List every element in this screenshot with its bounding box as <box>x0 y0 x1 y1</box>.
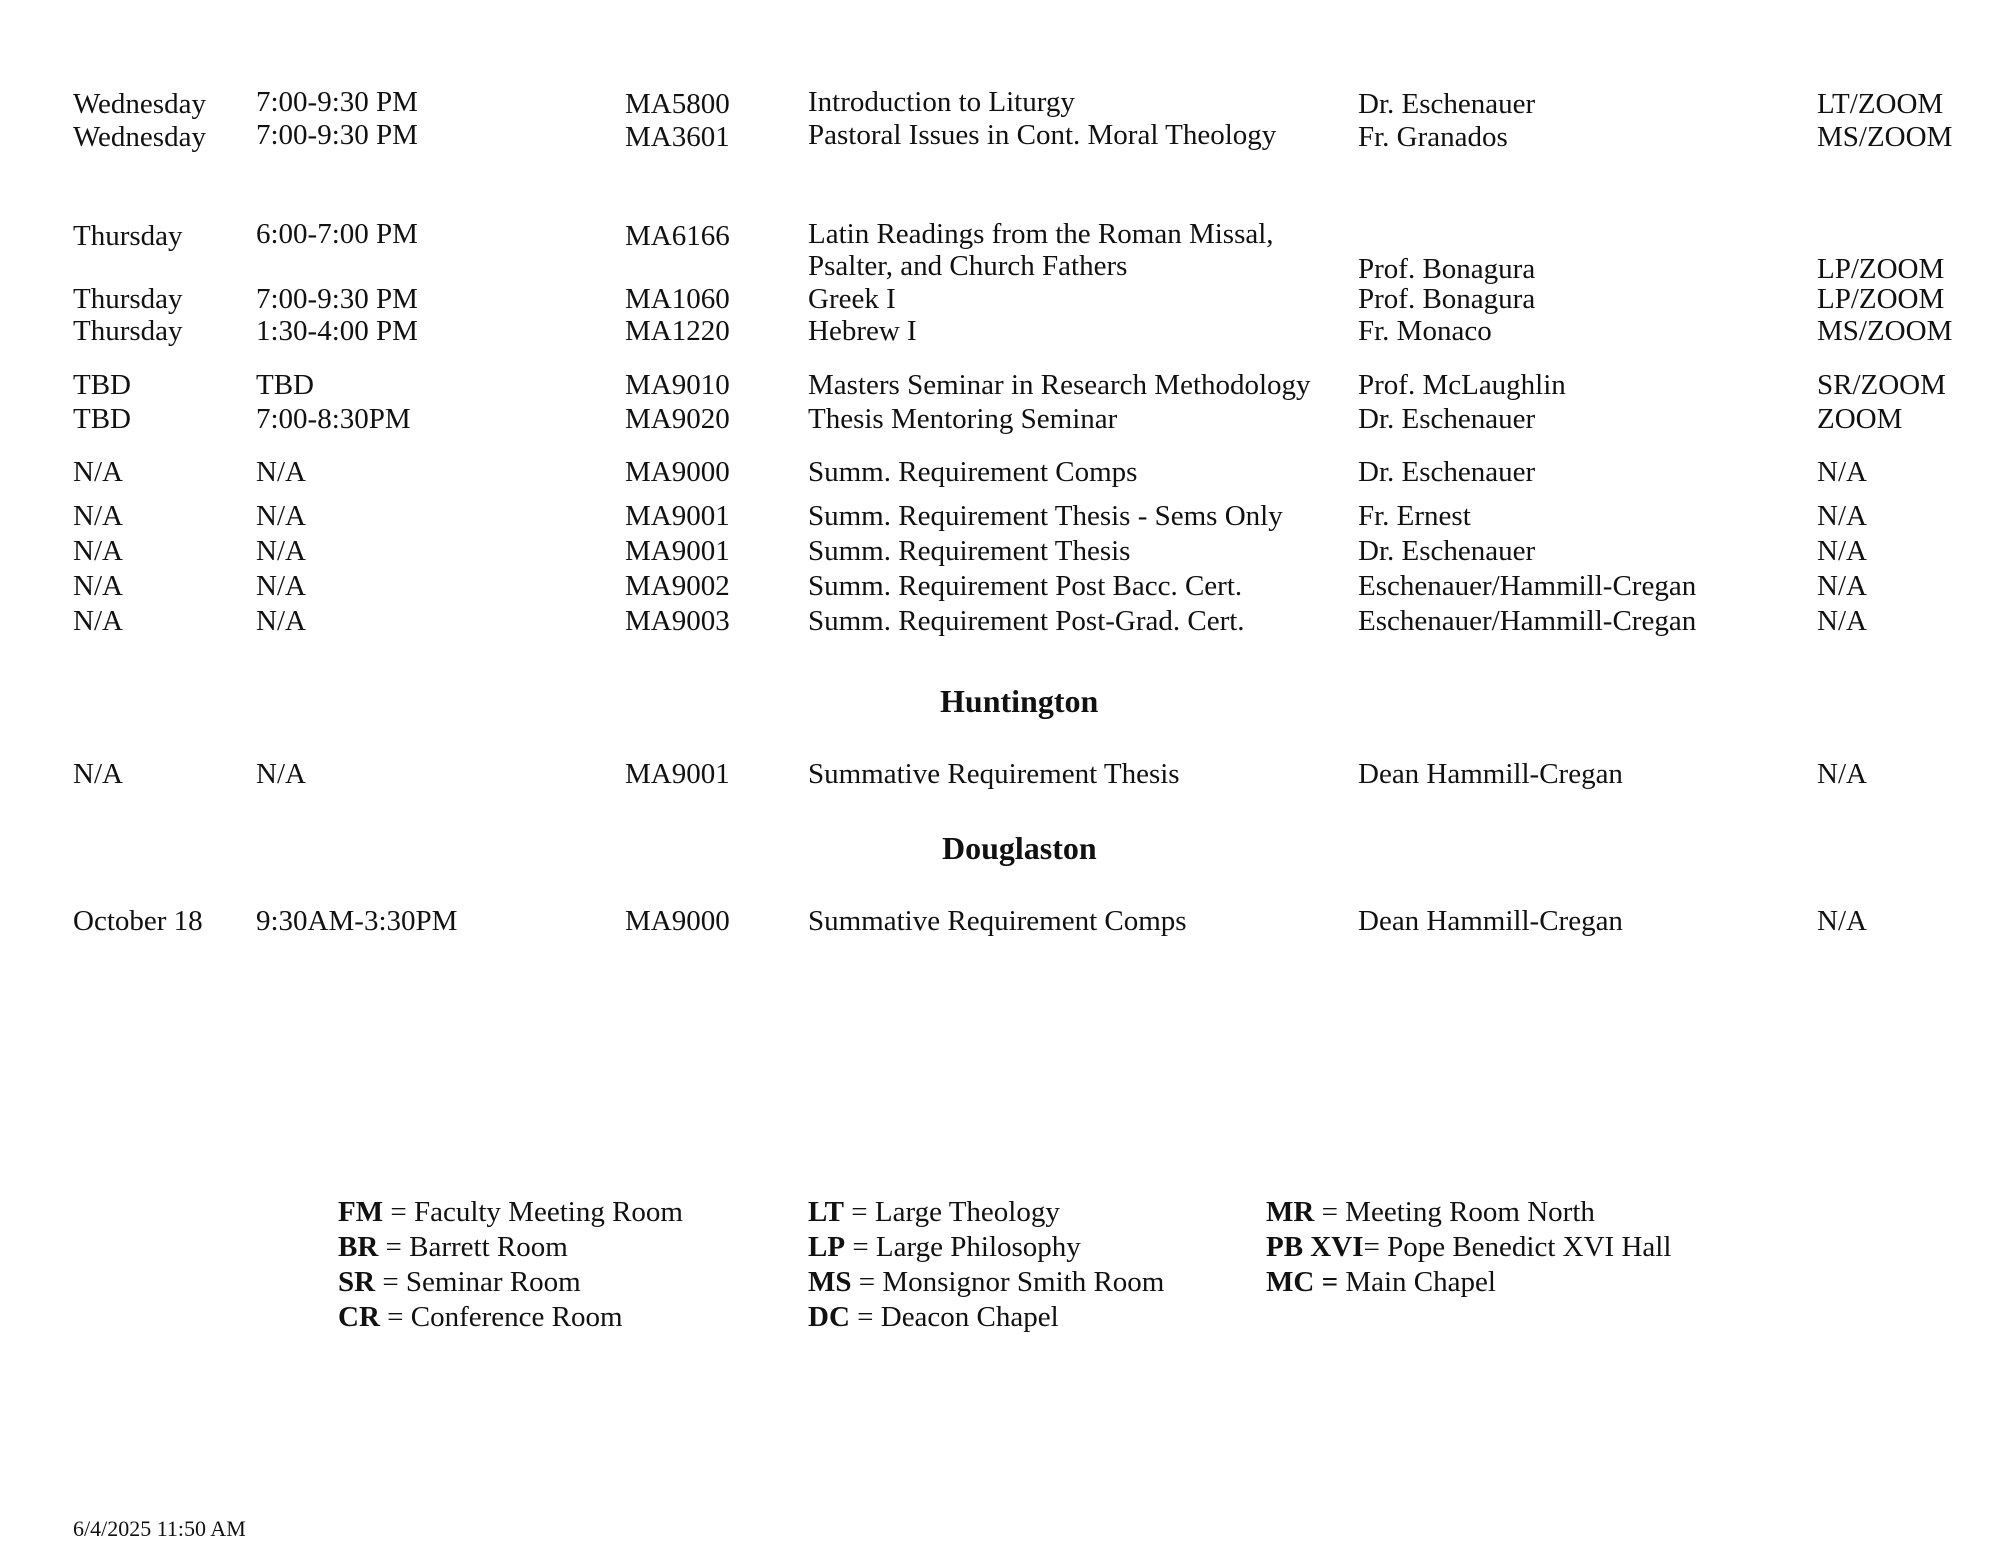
course-title-cell: Summ. Requirement Post-Grad. Cert. <box>808 605 1245 637</box>
time-cell: 7:00-9:30 PM <box>256 86 418 118</box>
legend-item: PB XVI= Pope Benedict XVI Hall <box>1266 1231 1672 1263</box>
legend-item: SR = Seminar Room <box>338 1266 581 1298</box>
course-title-cell: Summ. Requirement Comps <box>808 456 1138 488</box>
room-cell: N/A <box>1817 758 1867 790</box>
section-heading: Huntington <box>940 683 1099 719</box>
room-cell: N/A <box>1817 535 1867 567</box>
course-title-cell: Hebrew I <box>808 315 917 347</box>
room-cell: LP/ZOOM <box>1817 253 1945 285</box>
section-heading: Douglaston <box>942 830 1097 866</box>
instructor-cell: Prof. Bonagura <box>1358 283 1536 315</box>
time-cell: N/A <box>256 758 306 790</box>
day-cell: TBD <box>73 403 131 435</box>
legend-item: MS = Monsignor Smith Room <box>808 1266 1165 1298</box>
time-cell: N/A <box>256 535 306 567</box>
instructor-cell: Fr. Granados <box>1358 121 1508 153</box>
instructor-cell: Dean Hammill-Cregan <box>1358 905 1623 937</box>
room-cell: N/A <box>1817 456 1867 488</box>
course-code-cell: MA5800 <box>625 88 730 120</box>
room-cell: ZOOM <box>1817 403 1903 435</box>
course-code-cell: MA9001 <box>625 535 730 567</box>
instructor-cell: Dr. Eschenauer <box>1358 88 1536 120</box>
room-cell: MS/ZOOM <box>1817 121 1953 153</box>
day-cell: N/A <box>73 605 123 637</box>
course-title-cell: Masters Seminar in Research Methodology <box>808 369 1311 401</box>
course-title-cell: Summ. Requirement Thesis <box>808 535 1131 567</box>
room-cell: LT/ZOOM <box>1817 88 1944 120</box>
instructor-cell: Dr. Eschenauer <box>1358 535 1536 567</box>
time-cell: N/A <box>256 605 306 637</box>
course-code-cell: MA1220 <box>625 315 730 347</box>
time-cell: 7:00-9:30 PM <box>256 119 418 151</box>
instructor-cell: Fr. Monaco <box>1358 315 1492 347</box>
instructor-cell: Eschenauer/Hammill-Cregan <box>1358 605 1697 637</box>
legend-item: FM = Faculty Meeting Room <box>338 1196 683 1228</box>
course-title-cell: Summative Requirement Comps <box>808 905 1187 937</box>
time-cell: 9:30AM-3:30PM <box>256 905 458 937</box>
course-title-cell: Pastoral Issues in Cont. Moral Theology <box>808 119 1277 151</box>
legend-item: DC = Deacon Chapel <box>808 1301 1059 1333</box>
course-code-cell: MA9002 <box>625 570 730 602</box>
day-cell: TBD <box>73 369 131 401</box>
day-cell: N/A <box>73 500 123 532</box>
course-code-cell: MA3601 <box>625 121 730 153</box>
instructor-cell: Eschenauer/Hammill-Cregan <box>1358 570 1697 602</box>
course-title-cell: Summative Requirement Thesis <box>808 758 1180 790</box>
course-code-cell: MA9010 <box>625 369 730 401</box>
day-cell: N/A <box>73 570 123 602</box>
legend-item: CR = Conference Room <box>338 1301 623 1333</box>
legend-item: MC = Main Chapel <box>1266 1266 1496 1298</box>
course-code-cell: MA9000 <box>625 456 730 488</box>
instructor-cell: Prof. McLaughlin <box>1358 369 1566 401</box>
room-cell: MS/ZOOM <box>1817 315 1953 347</box>
instructor-cell: Dean Hammill-Cregan <box>1358 758 1623 790</box>
course-code-cell: MA9000 <box>625 905 730 937</box>
day-cell: Wednesday <box>73 121 206 153</box>
room-cell: N/A <box>1817 905 1867 937</box>
day-cell: October 18 <box>73 905 203 937</box>
day-cell: N/A <box>73 456 123 488</box>
course-title-cell: Introduction to Liturgy <box>808 86 1075 118</box>
course-code-cell: MA9003 <box>625 605 730 637</box>
time-cell: N/A <box>256 500 306 532</box>
time-cell: TBD <box>256 369 314 401</box>
room-cell: N/A <box>1817 605 1867 637</box>
time-cell: 7:00-9:30 PM <box>256 283 418 315</box>
room-cell: N/A <box>1817 500 1867 532</box>
course-title-cell: Thesis Mentoring Seminar <box>808 403 1118 435</box>
course-title-continuation: Psalter, and Church Fathers <box>808 250 1128 282</box>
instructor-cell: Fr. Ernest <box>1358 500 1471 532</box>
day-cell: Wednesday <box>73 88 206 120</box>
course-code-cell: MA9020 <box>625 403 730 435</box>
course-code-cell: MA1060 <box>625 283 730 315</box>
legend-item: BR = Barrett Room <box>338 1231 568 1263</box>
course-title-cell: Latin Readings from the Roman Missal, <box>808 218 1274 250</box>
day-cell: N/A <box>73 758 123 790</box>
time-cell: N/A <box>256 570 306 602</box>
legend-item: MR = Meeting Room North <box>1266 1196 1595 1228</box>
time-cell: N/A <box>256 456 306 488</box>
room-cell: LP/ZOOM <box>1817 283 1945 315</box>
day-cell: Thursday <box>73 283 183 315</box>
day-cell: Thursday <box>73 315 183 347</box>
room-cell: SR/ZOOM <box>1817 369 1946 401</box>
time-cell: 1:30-4:00 PM <box>256 315 418 347</box>
instructor-cell: Prof. Bonagura <box>1358 253 1536 285</box>
print-timestamp: 6/4/2025 11:50 AM <box>73 1516 246 1541</box>
legend-item: LT = Large Theology <box>808 1196 1060 1228</box>
course-title-cell: Summ. Requirement Post Bacc. Cert. <box>808 570 1243 602</box>
day-cell: Thursday <box>73 220 183 252</box>
time-cell: 6:00-7:00 PM <box>256 218 418 250</box>
course-code-cell: MA9001 <box>625 758 730 790</box>
legend-item: LP = Large Philosophy <box>808 1231 1081 1263</box>
day-cell: N/A <box>73 535 123 567</box>
course-title-cell: Greek I <box>808 283 896 315</box>
time-cell: 7:00-8:30PM <box>256 403 411 435</box>
room-cell: N/A <box>1817 570 1867 602</box>
course-code-cell: MA9001 <box>625 500 730 532</box>
instructor-cell: Dr. Eschenauer <box>1358 403 1536 435</box>
course-code-cell: MA6166 <box>625 220 730 252</box>
instructor-cell: Dr. Eschenauer <box>1358 456 1536 488</box>
course-title-cell: Summ. Requirement Thesis - Sems Only <box>808 500 1283 532</box>
